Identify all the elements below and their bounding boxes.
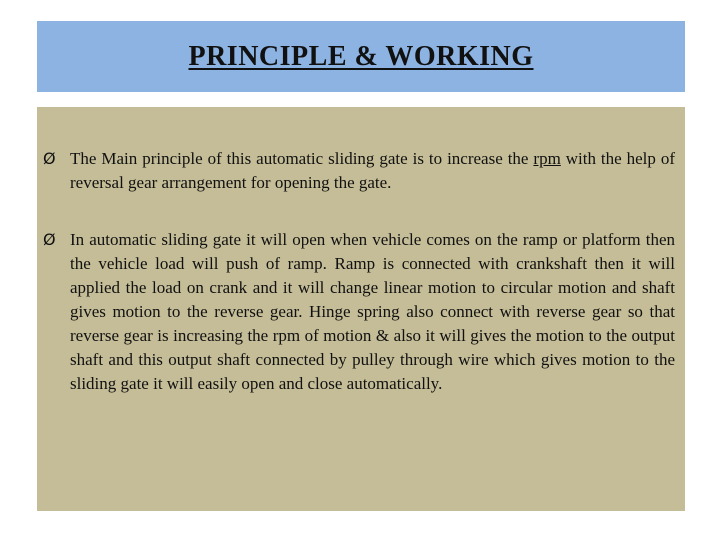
bullet-text (70, 147, 675, 195)
bullet-text-part: with the help of reversal gear arrangement for opening the gate. (70, 149, 676, 192)
bullet-text-part: The Main principle of this automatic sliding gate is to increase the (70, 149, 534, 168)
slide-title: PRINCIPLE & WORKING (188, 40, 534, 72)
content-panel (37, 107, 685, 511)
arrow-bullet-icon: Ø (43, 230, 56, 249)
title-bar (37, 21, 685, 92)
underlined-term: rpm (533, 149, 561, 168)
bullet-text: In automatic sliding gate it will open when vehicle comes on the ramp or platform then the vehicle load will push of ramp. Ramp is connected with crankshaft then it will applied the load on crank and it will change linear motion to circular motion and shaft gives motion to the reverse gear. Hinge spring also connect with reverse gear so that reverse gear is increasing the rpm of motion & also it will gives the motion to the output shaft and this output shaft connected by pulley through wire which gives motion to the sliding gate it will easily open and close automatically. (70, 230, 675, 393)
arrow-bullet-icon: Ø (43, 149, 56, 168)
